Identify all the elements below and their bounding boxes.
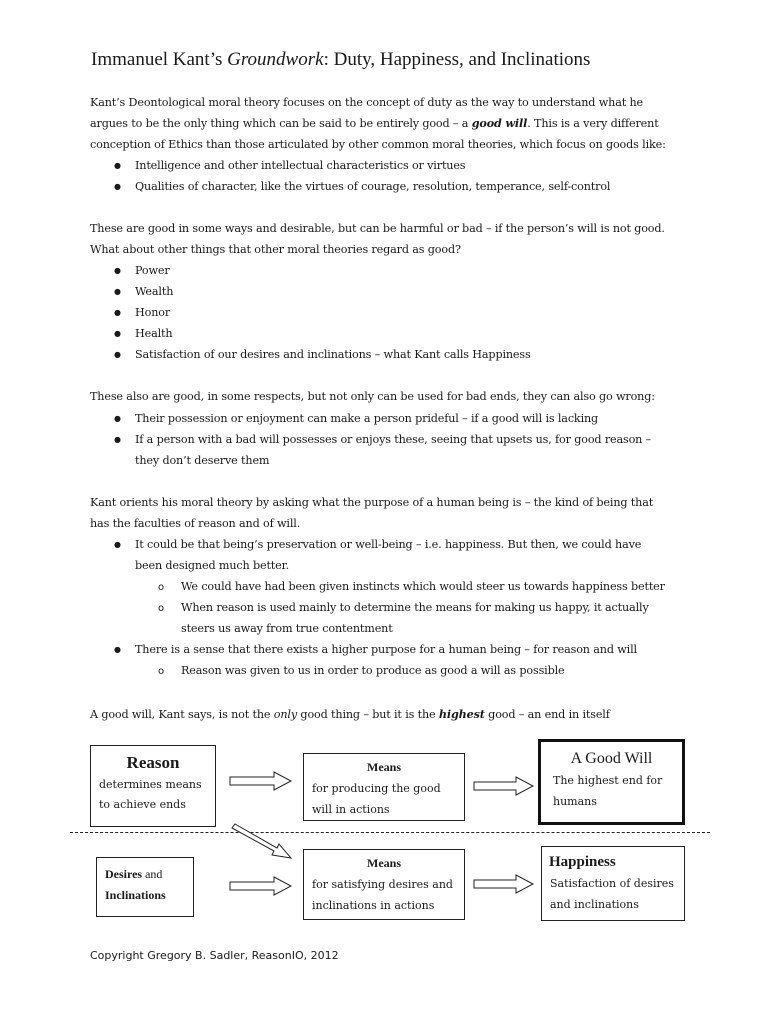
paragraph-text: good thing – but it is the (297, 708, 439, 721)
means-title: Means (367, 760, 401, 774)
title-italic: Groundwork (227, 49, 324, 70)
reason-title: Reason (126, 753, 180, 772)
list-item (90, 260, 531, 281)
purpose-list (90, 534, 641, 576)
purpose-sublist-2 (90, 660, 565, 681)
means-title: Means (367, 856, 401, 870)
paragraph-line: What about other things that other moral theories regard as good? (90, 243, 461, 256)
title-suffix: : Duty, Happiness, and Inclinations (323, 49, 591, 70)
list-item (90, 344, 531, 365)
highest-emphasis: highest (438, 707, 485, 721)
list-item-text: Honor (135, 306, 171, 319)
good-will-title: A Good Will (570, 750, 653, 767)
desires-word: Desires (105, 867, 143, 881)
bullet-icon: ● (114, 266, 121, 275)
paragraph-4 (90, 492, 690, 534)
paragraph-line: These also are good, in some respects, but not only can be used for bad ends, they can also go wrong: (90, 390, 655, 403)
diagonal-arrow-icon (228, 820, 294, 862)
paragraph-line: has the faculties of reason and of will. (90, 517, 301, 530)
circle-bullet-icon: o (158, 603, 164, 614)
desires-box (96, 857, 194, 917)
list-item-continuation (90, 555, 641, 576)
list-item (90, 408, 651, 429)
intro-text: . This is a very different (527, 117, 659, 130)
list-item (90, 534, 641, 555)
list-item-text: It could be that being’s preservation or well-being – i.e. happiness. But then, we could have (135, 538, 642, 551)
goods-list (90, 155, 610, 197)
list-item-text: Their possession or enjoyment can make a person prideful – if a good will is lacking (135, 412, 599, 425)
list-item-text: Satisfaction of our desires and inclinations – what Kant calls Happiness (135, 348, 531, 361)
reason-text: to achieve ends (99, 798, 186, 811)
list-item-text: When reason is used mainly to determine the means for making us happy, it actually (181, 601, 649, 614)
means-text: inclinations in actions (312, 899, 435, 912)
good-will-text: humans (553, 795, 597, 808)
intro-text: argues to be the only thing which can be said to be entirely good – a (90, 117, 472, 130)
paragraph-text: good – an end in itself (484, 708, 610, 721)
list-item-text: Reason was given to us in order to produce as good a will as possible (181, 664, 565, 677)
circle-bullet-icon: o (158, 582, 164, 593)
separator-line (70, 832, 710, 833)
paragraph-line: Kant orients his moral theory by asking what the purpose of a human being is – the kind of being that (90, 496, 654, 509)
list-item (90, 176, 610, 197)
list-item-text: There is a sense that there exists a higher purpose for a human being – for reason and will (135, 643, 637, 656)
list-item-text: been designed much better. (135, 559, 289, 572)
only-emphasis: only (273, 708, 298, 721)
list-item (90, 281, 531, 302)
bullet-icon: ● (114, 308, 121, 317)
list-item-text: Qualities of character, like the virtues of courage, resolution, temperance, self-control (135, 180, 611, 193)
means-good-will-box (303, 753, 465, 821)
bullet-icon: ● (114, 287, 121, 296)
list-item-text: We could have had been given instincts which would steer us towards happiness better (181, 580, 665, 593)
page-title (91, 49, 590, 71)
circle-bullet-icon: o (158, 666, 164, 677)
reason-text: determines means (99, 778, 202, 791)
list-item-text: Wealth (135, 285, 174, 298)
paragraph-5 (90, 704, 690, 725)
list-item (90, 155, 610, 176)
list-item-text: Health (135, 327, 173, 340)
right-arrow-icon (228, 770, 294, 792)
bullet-icon: ● (114, 161, 121, 170)
right-arrow-icon (472, 873, 536, 895)
happiness-box (541, 846, 685, 921)
list-item-text: If a person with a bad will possesses or enjoys these, seeing that upsets us, for good reason – (135, 433, 652, 446)
intro-line: conception of Ethics than those articulated by other common moral theories, which focus on goods like: (90, 138, 666, 151)
other-goods-list (90, 260, 531, 365)
list-item (90, 429, 651, 450)
list-item-text: Intelligence and other intellectual characteristics or virtues (135, 159, 466, 172)
good-will-text: The highest end for (553, 774, 663, 787)
wrong-goods-list (90, 408, 651, 471)
list-item (90, 639, 637, 660)
list-item-text: Power (135, 264, 170, 277)
paragraph-line (90, 704, 690, 725)
happiness-title: Happiness (549, 854, 616, 870)
list-item-text: steers us away from true contentment (181, 622, 393, 635)
list-item (90, 302, 531, 323)
means-text: for satisfying desires and (312, 878, 453, 891)
bullet-icon: ● (114, 329, 121, 338)
sub-list-item (90, 660, 565, 681)
sub-list-item (90, 597, 665, 618)
right-arrow-icon (228, 875, 294, 897)
bullet-icon: ● (114, 350, 121, 359)
intro-line: Kant’s Deontological moral theory focuses on the concept of duty as the way to understand what he (90, 96, 644, 109)
good-will-box (538, 739, 685, 825)
means-happiness-box (303, 849, 465, 920)
list-item (90, 323, 531, 344)
list-item-continuation (90, 450, 651, 471)
good-will-emphasis: good will (471, 116, 528, 130)
happiness-text: and inclinations (550, 898, 639, 911)
bullet-icon: ● (114, 414, 121, 423)
sub-list-item-continuation (90, 618, 665, 639)
paragraph-2 (90, 218, 690, 260)
sub-list-item (90, 576, 665, 597)
bullet-icon: ● (114, 182, 121, 191)
title-prefix: Immanuel Kant’s (91, 49, 228, 70)
intro-line (90, 113, 690, 134)
means-text: will in actions (312, 803, 390, 816)
right-arrow-icon (472, 775, 536, 797)
and-word: and (142, 867, 163, 881)
paragraph-line: These are good in some ways and desirable, but can be harmful or bad – if the person’s will is not good. (90, 222, 665, 235)
purpose-list-2 (90, 639, 637, 660)
bullet-icon: ● (114, 645, 121, 654)
paragraph-text: A good will, Kant says, is not the (90, 708, 274, 721)
inclinations-word: Inclinations (105, 888, 166, 902)
paragraph-3 (90, 386, 690, 407)
bullet-icon: ● (114, 435, 121, 444)
bullet-icon: ● (114, 540, 121, 549)
reason-box (90, 745, 216, 827)
list-item-text: they don’t deserve them (135, 454, 270, 467)
copyright-footer: Copyright Gregory B. Sadler, ReasonIO, 2012 (90, 949, 339, 962)
purpose-sublist (90, 576, 665, 639)
intro-paragraph (90, 92, 690, 155)
means-text: for producing the good (312, 782, 441, 795)
happiness-text: Satisfaction of desires (550, 877, 674, 890)
